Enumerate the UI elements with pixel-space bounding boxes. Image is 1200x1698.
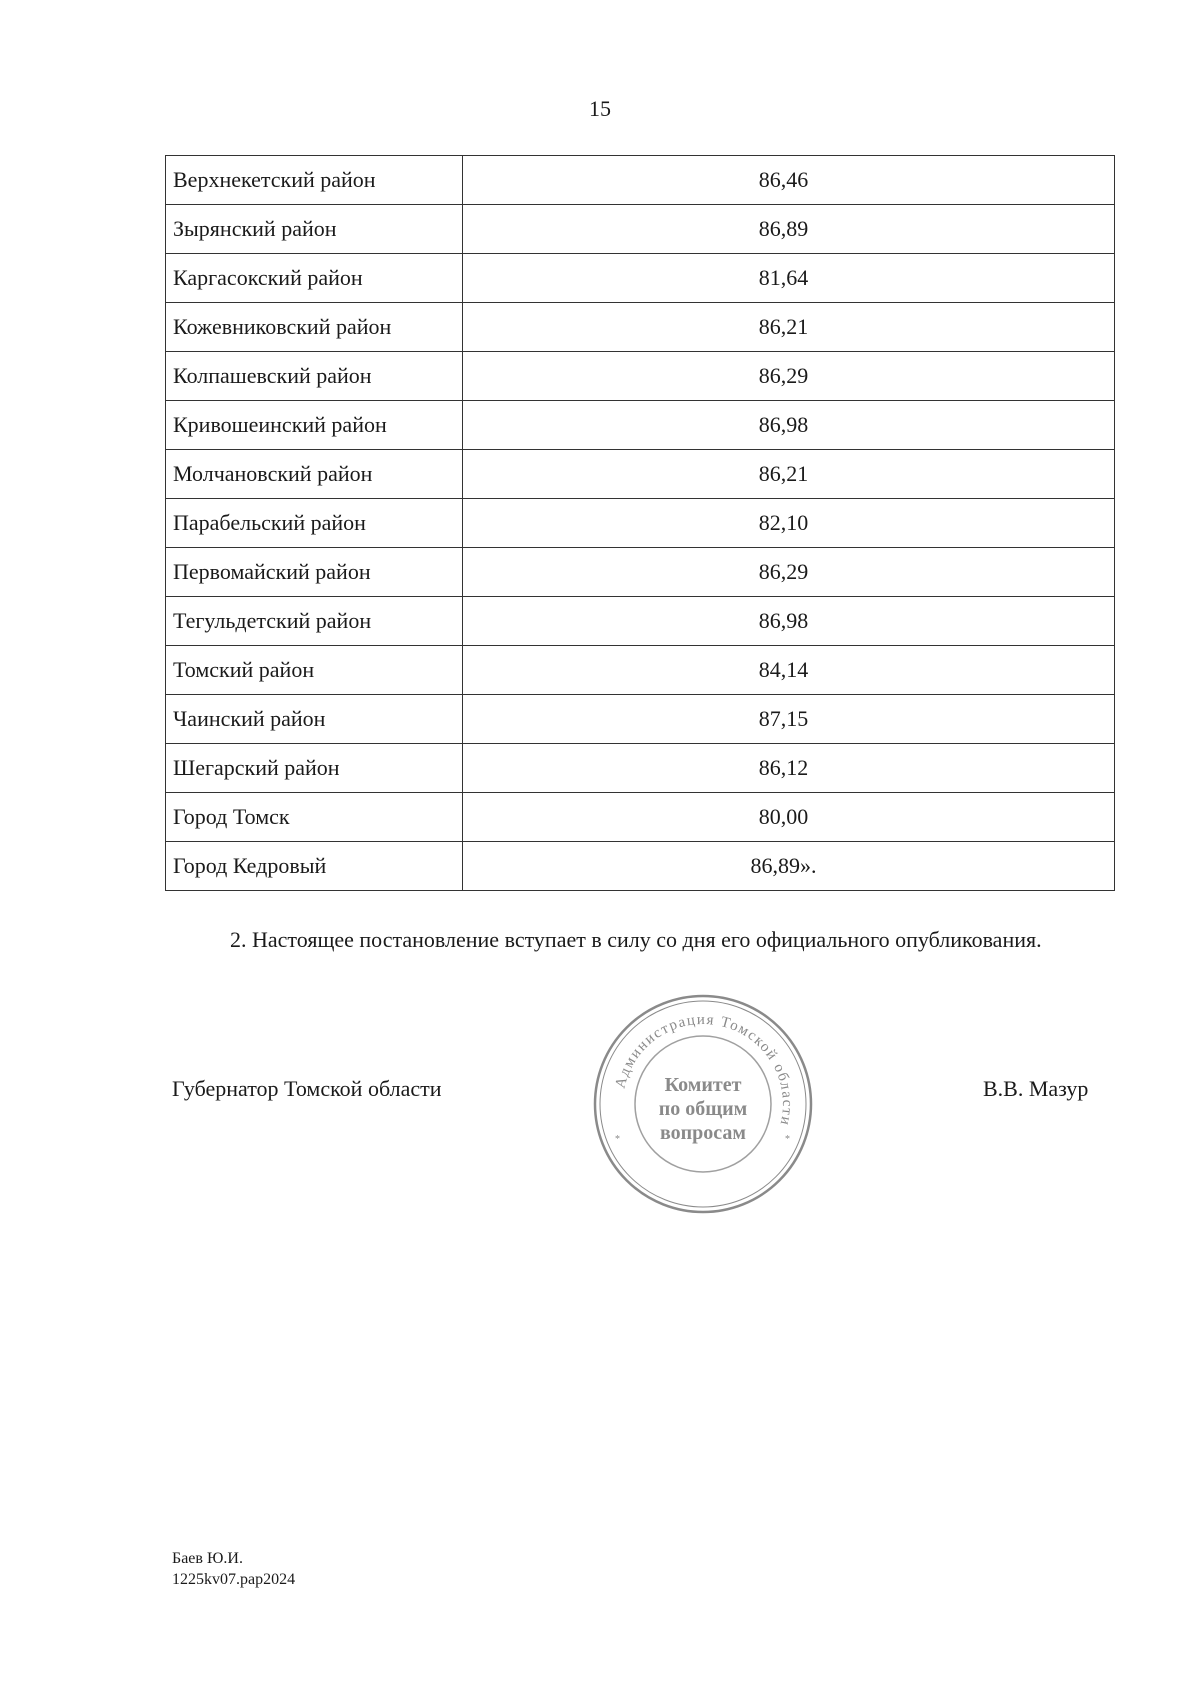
- district-name-cell: Кривошеинский район: [166, 401, 463, 450]
- footer: [172, 1548, 295, 1590]
- districts-table-body: [166, 156, 1115, 891]
- district-name-cell: Верхнекетский район: [166, 156, 463, 205]
- table-row: [166, 744, 1115, 793]
- district-value-cell: 86,29: [463, 548, 1115, 597]
- district-name-cell: Парабельский район: [166, 499, 463, 548]
- stamp-center-line-1: Комитет: [664, 1074, 742, 1096]
- table-row: [166, 646, 1115, 695]
- district-value-cell: 87,15: [463, 695, 1115, 744]
- district-name-cell: Колпашевский район: [166, 352, 463, 401]
- district-name-cell: Чаинский район: [166, 695, 463, 744]
- district-name-cell: Шегарский район: [166, 744, 463, 793]
- table-row: [166, 205, 1115, 254]
- district-value-cell: 86,98: [463, 597, 1115, 646]
- signatory-position: Губернатор Томской области: [172, 1076, 442, 1101]
- table-row: [166, 842, 1115, 891]
- districts-table: [165, 155, 1115, 891]
- table-row: [166, 352, 1115, 401]
- district-name-cell: Каргасокский район: [166, 254, 463, 303]
- district-value-cell: 81,64: [463, 254, 1115, 303]
- stamp-star-left: *: [615, 1134, 620, 1145]
- district-value-cell: 86,12: [463, 744, 1115, 793]
- district-value-cell: 86,46: [463, 156, 1115, 205]
- page-number: 15: [589, 96, 611, 121]
- district-value-cell: 86,21: [463, 303, 1115, 352]
- district-name-cell: Тегульдетский район: [166, 597, 463, 646]
- district-name-cell: Первомайский район: [166, 548, 463, 597]
- district-value-cell: 82,10: [463, 499, 1115, 548]
- district-value-cell: 86,29: [463, 352, 1115, 401]
- district-value-cell: 86,89».: [463, 842, 1115, 891]
- district-name-cell: Молчановский район: [166, 450, 463, 499]
- district-value-cell: 86,89: [463, 205, 1115, 254]
- district-name-cell: Кожевниковский район: [166, 303, 463, 352]
- footer-file-code: 1225kv07.pap2024: [172, 1571, 296, 1588]
- table-row: [166, 695, 1115, 744]
- signatory-name: В.В. Мазур: [983, 1076, 1089, 1101]
- district-value-cell: 86,98: [463, 401, 1115, 450]
- district-name-cell: Город Томск: [166, 793, 463, 842]
- table-row: [166, 254, 1115, 303]
- table-row: [166, 548, 1115, 597]
- table-row: [166, 499, 1115, 548]
- district-name-cell: Зырянский район: [166, 205, 463, 254]
- district-value-cell: 86,21: [463, 450, 1115, 499]
- district-name-cell: Томский район: [166, 646, 463, 695]
- table-row: [166, 793, 1115, 842]
- table-row: [166, 401, 1115, 450]
- official-stamp: [591, 992, 815, 1216]
- table-row: [166, 597, 1115, 646]
- district-value-cell: 80,00: [463, 793, 1115, 842]
- stamp-center-line-3: вопросам: [659, 1122, 747, 1144]
- district-name-cell: Город Кедровый: [166, 842, 463, 891]
- stamp-ring-text: Администрация Томской области: [612, 1011, 796, 1128]
- district-value-cell: 84,14: [463, 646, 1115, 695]
- table-row: [166, 156, 1115, 205]
- paragraph-2: 2. Настоящее постановление вступает в силу со дня его официального опубликования.: [230, 927, 1042, 952]
- table-row: [166, 303, 1115, 352]
- table-row: [166, 450, 1115, 499]
- footer-author: Баев Ю.И.: [172, 1550, 243, 1567]
- stamp-star-right: *: [785, 1134, 790, 1145]
- stamp-center-line-2: по общим: [658, 1098, 748, 1120]
